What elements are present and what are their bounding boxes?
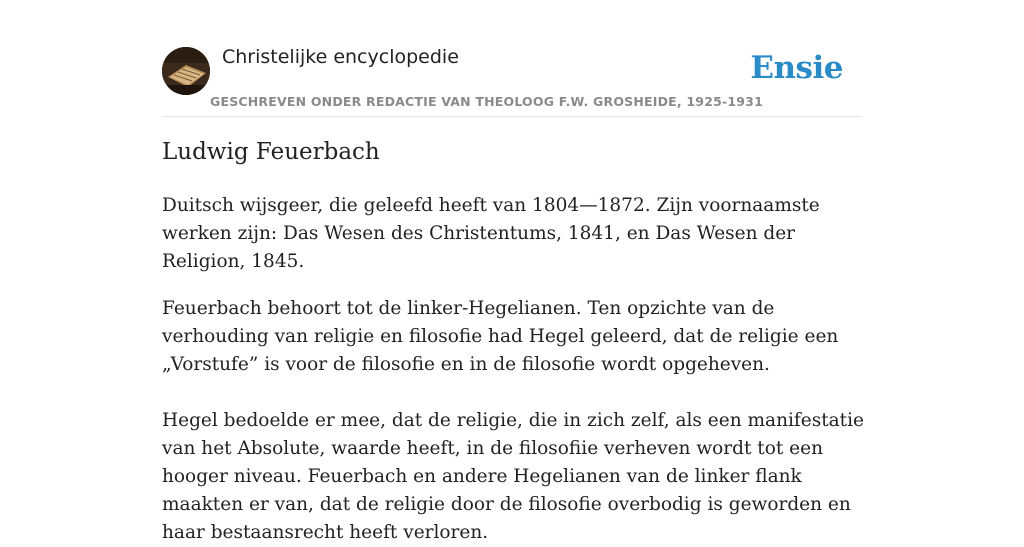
article-title: Ludwig Feuerbach <box>162 139 380 165</box>
publication-title[interactable]: Christelijke encyclopedie <box>222 46 459 68</box>
article-body <box>162 192 867 547</box>
publication-subtitle: GESCHREVEN ONDER REDACTIE VAN THEOLOOG F.W. GROSHEIDE, 1925-1931 <box>210 94 763 109</box>
publication-header <box>162 44 862 117</box>
article-paragraph: Feuerbach behoort tot de linker-Hegelianen. Ten opzichte van de verhouding van religie en filosofie had Hegel geleerd, dat de religie een „Vorstufe” is voor de filosofie en in de filosofie wordt opgeheven. <box>162 298 839 375</box>
article-paragraph: Hegel bedoelde er mee, dat de religie, die in zich zelf, als een manifestatie van het Absolute, waarde heeft, in de filosofiie verheven wordt tot een hooger niveau. Feuerbach en andere Hegelianen van de linker flank maakten er van, dat de religie door de filosofie overbodig is geworden en haar bestaansrecht heeft verloren. <box>162 410 864 543</box>
publication-avatar[interactable] <box>162 47 210 95</box>
article-paragraph: Duitsch wijsgeer, die geleefd heeft van 1804—1872. Zijn voornaamste werken zijn: Das Wesen des Christentums, 1841, en Das Wesen der Religion, 1845. <box>162 195 820 272</box>
book-image-icon <box>162 47 210 95</box>
ensie-logo[interactable]: Ensie <box>750 50 843 86</box>
